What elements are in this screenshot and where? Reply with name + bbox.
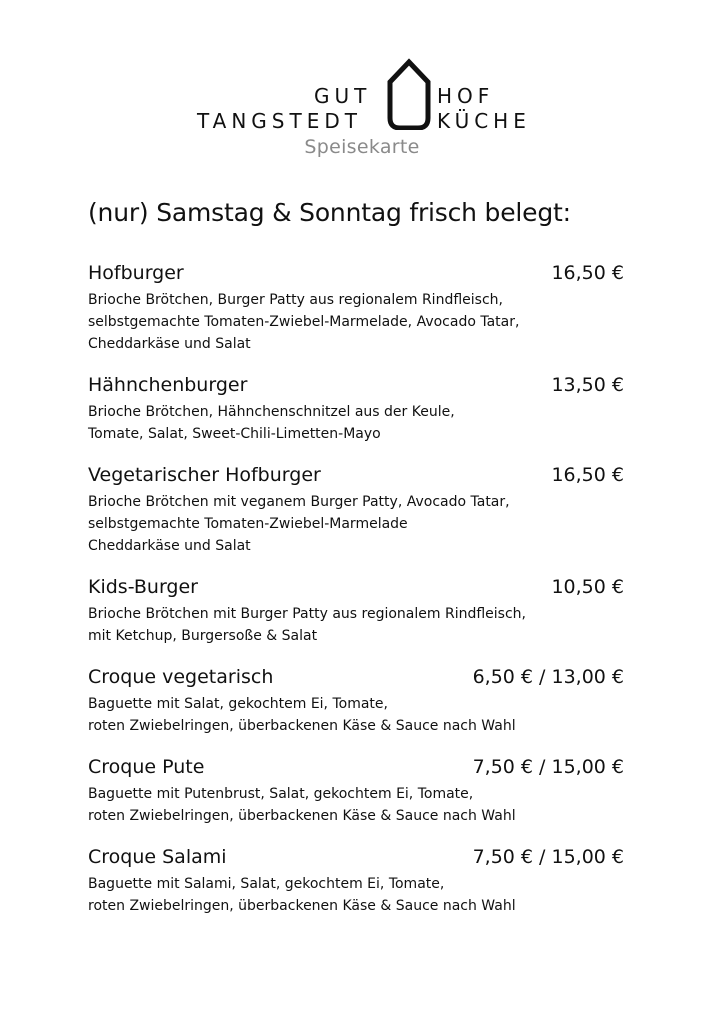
menu-item-description-line: Cheddarkäse und Salat (88, 336, 251, 352)
menu-item-name: Croque vegetarisch (88, 666, 274, 688)
menu-item-price: 16,50 € (551, 464, 624, 486)
menu-item-header (88, 576, 624, 602)
menu-item-name: Kids-Burger (88, 576, 198, 598)
menu-item-description-line: roten Zwiebelringen, überbackenen Käse & Sauce nach Wahl (88, 808, 516, 824)
menu-item-price: 16,50 € (551, 262, 624, 284)
menu-item-description-line: mit Ketchup, Burgersoße & Salat (88, 628, 318, 644)
menu-item-price: 13,50 € (551, 374, 624, 396)
menu-item-name: Hofburger (88, 262, 184, 284)
menu-item-description-line: Brioche Brötchen, Hähnchenschnitzel aus der Keule, (88, 404, 455, 420)
menu-item-header (88, 374, 624, 400)
menu-item-header (88, 262, 624, 288)
menu-item-price: 6,50 € / 13,00 € (472, 666, 624, 688)
menu-item-price: 10,50 € (551, 576, 624, 598)
menu-item (88, 374, 624, 445)
menu-item-description (88, 289, 624, 355)
logo-word-tangstedt: TANGSTEDT (197, 109, 362, 133)
menu-item-description (88, 401, 624, 445)
menu-item-header (88, 666, 624, 692)
menu-item-header (88, 846, 624, 872)
menu-item (88, 464, 624, 557)
menu-item-description-line: selbstgemachte Tomaten-Zwiebel-Marmelade, Avocado Tatar, (88, 314, 520, 330)
menu-item-description-line: Tomate, Salat, Sweet-Chili-Limetten-Mayo (88, 426, 381, 442)
menu-item-name: Croque Pute (88, 756, 205, 778)
menu-item-description-line: Brioche Brötchen, Burger Patty aus regionalem Rindfleisch, (88, 292, 503, 308)
menu-item (88, 262, 624, 355)
logo-word-gut: GUT (314, 84, 372, 108)
menu-item-description-line: Baguette mit Putenbrust, Salat, gekochtem Ei, Tomate, (88, 786, 474, 802)
menu-item-description (88, 783, 624, 827)
menu-item (88, 576, 624, 647)
menu-item (88, 666, 624, 737)
menu-item-description (88, 491, 624, 557)
menu-item-description-line: Baguette mit Salami, Salat, gekochtem Ei, Tomate, (88, 876, 445, 892)
menu-item-price: 7,50 € / 15,00 € (472, 756, 624, 778)
menu-item-description (88, 693, 624, 737)
brand-logo (0, 56, 724, 166)
menu-item-name: Vegetarischer Hofburger (88, 464, 321, 486)
menu-item-description (88, 603, 624, 647)
menu-item-description-line: selbstgemachte Tomaten-Zwiebel-Marmelade (88, 516, 408, 532)
menu-item-price: 7,50 € / 15,00 € (472, 846, 624, 868)
logo-word-kueche: KÜCHE (437, 109, 531, 133)
menu-item-description-line: roten Zwiebelringen, überbackenen Käse & Sauce nach Wahl (88, 718, 516, 734)
menu-item-header (88, 464, 624, 490)
section-heading: (nur) Samstag & Sonntag frisch belegt: (88, 198, 571, 227)
menu-item-name: Hähnchenburger (88, 374, 248, 396)
menu-item-description (88, 873, 624, 917)
logo-subtitle: Speisekarte (304, 136, 420, 158)
menu-item-header (88, 756, 624, 782)
menu-item-name: Croque Salami (88, 846, 227, 868)
menu-item-description-line: Cheddarkäse und Salat (88, 538, 251, 554)
menu-list (88, 262, 624, 936)
menu-item-description-line: Brioche Brötchen mit veganem Burger Patty, Avocado Tatar, (88, 494, 510, 510)
logo-word-hof: HOF (437, 84, 495, 108)
menu-item-description-line: Baguette mit Salat, gekochtem Ei, Tomate, (88, 696, 388, 712)
menu-item-description-line: Brioche Brötchen mit Burger Patty aus regionalem Rindfleisch, (88, 606, 526, 622)
menu-item-description-line: roten Zwiebelringen, überbackenen Käse & Sauce nach Wahl (88, 898, 516, 914)
house-outline-icon (384, 58, 434, 130)
menu-item (88, 846, 624, 917)
menu-item (88, 756, 624, 827)
